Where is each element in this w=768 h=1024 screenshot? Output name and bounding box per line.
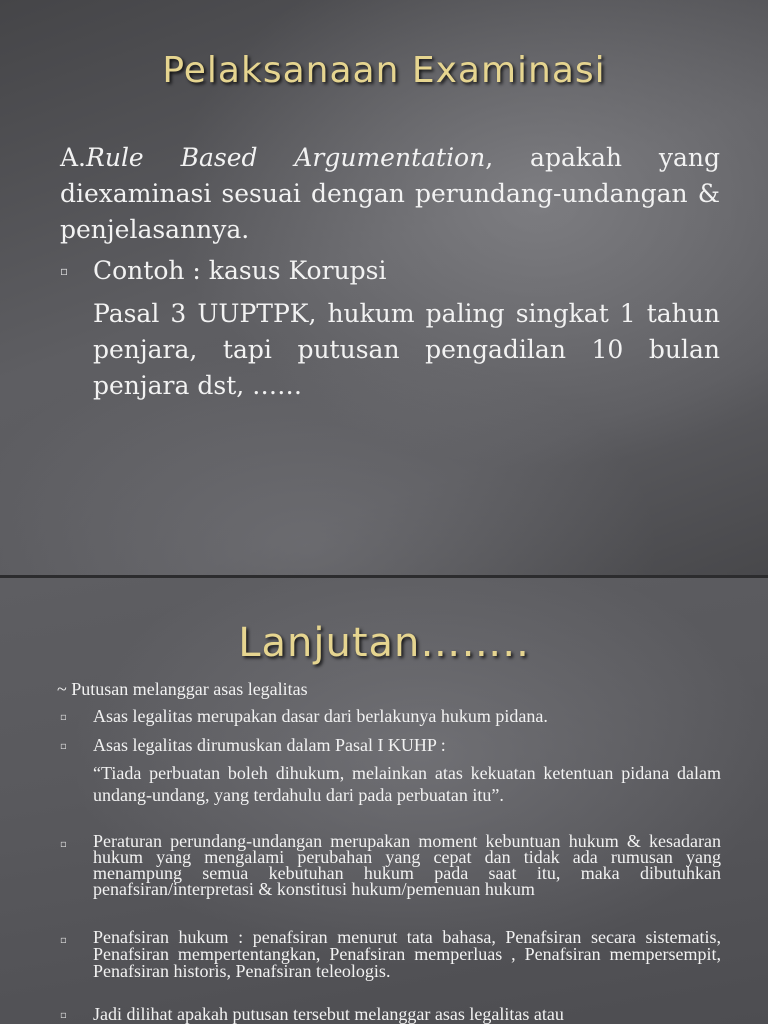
- slide-divider: [0, 575, 768, 578]
- bullet-icon: ▫: [60, 839, 67, 850]
- slide-2-title: Lanjutan……..: [238, 620, 530, 666]
- item-a-prefix: A.: [60, 143, 87, 172]
- item-a-rest: apakah yang diexaminasi sesuai dengan perundang-undangan & penjelasannya.: [60, 143, 720, 244]
- contoh-line: Contoh : kasus Korupsi: [93, 256, 387, 285]
- subtitle: ~ Putusan melanggar asas legalitas: [57, 679, 308, 699]
- item-a-italic: Rule Based Argumentation: [86, 143, 486, 172]
- quote-paragraph: “Tiada perbuatan boleh dihukum, melainkan atas kekuatan ketentuan pidana dalam undang-undang, yang terdahulu dari pada perbuatan itu”.: [93, 763, 721, 805]
- item-a-comma: ,: [485, 143, 494, 172]
- bullet-1: Asas legalitas merupakan dasar dari berlakunya hukum pidana.: [93, 706, 548, 726]
- bullet-4: Penafsiran hukum : penafsiran menurut tata bahasa, Penafsiran secara sistematis, Penafsiran mempertentangkan, Penafsiran memperluas , Penafsiran mempersempit, Penafsiran historis, Penafsiran teleologis.: [93, 927, 721, 981]
- slide-1-title: Pelaksanaan Examinasi: [162, 50, 606, 91]
- bullet-2: Asas legalitas dirumuskan dalam Pasal I KUHP :: [93, 735, 446, 755]
- slide-2: [0, 575, 768, 1024]
- item-a-paragraph: [60, 140, 720, 248]
- bullet-icon: ▫: [60, 935, 67, 946]
- bullet-icon: ▫: [60, 712, 67, 723]
- bullet-icon: ▫: [60, 264, 69, 278]
- bullet-5: Jadi dilihat apakah putusan tersebut melanggar asas legalitas atau: [93, 1004, 564, 1024]
- bullet-icon: ▫: [60, 1010, 67, 1021]
- bullet-3: Peraturan perundang-undangan merupakan moment kebuntuan hukum & kesadaran hukum yang mengalami perubahan yang cepat dan tidak ada rumusan yang menampung semua kebutuhan hukum pada saat itu, maka dibutuhkan penafsiran/interpretasi & konstitusi hukum/pemenuan hukum: [93, 831, 721, 899]
- bullet-icon: ▫: [60, 741, 67, 752]
- pasal-paragraph: Pasal 3 UUPTPK, hukum paling singkat 1 tahun penjara, tapi putusan pengadilan 10 bulan penjara dst, ……: [93, 299, 720, 400]
